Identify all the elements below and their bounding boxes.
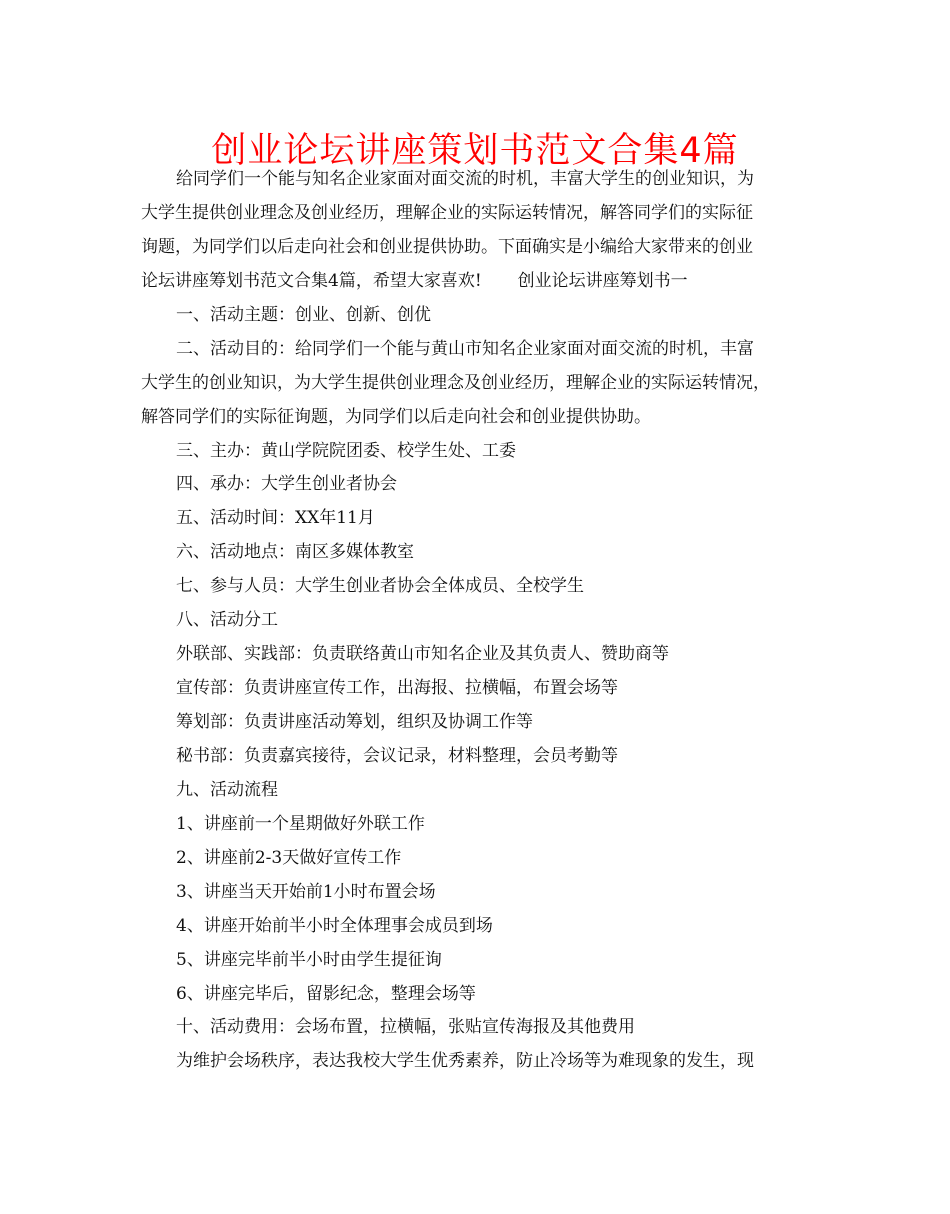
document-body	[141, 163, 821, 1079]
list-item: 外联部、实践部：负责联络黄山市知名企业及其负责人、赞助商等	[176, 644, 669, 665]
document-title: 创业论坛讲座策划书范文合集4篇	[211, 131, 739, 171]
list-item: 4、讲座开始前半小时全体理事会成员到场	[176, 915, 493, 936]
section-heading: 创业论坛讲座筹划书一	[517, 270, 688, 291]
list-item: 八、活动分工	[176, 610, 278, 631]
purpose-line: 二、活动目的：给同学们一个能与黄山市知名企业家面对面交流的时机，丰富	[176, 338, 754, 359]
list-item: 六、活动地点：南区多媒体教室	[176, 542, 414, 563]
list-item: 十、活动费用：会场布置，拉横幅，张贴宣传海报及其他费用	[176, 1017, 635, 1038]
purpose-line: 解答同学们的实际征询题，为同学们以后走向社会和创业提供协助。	[141, 406, 651, 427]
list-item: 6、讲座完毕后，留影纪念，整理会场等	[176, 983, 476, 1004]
list-item: 四、承办：大学生创业者协会	[176, 474, 397, 495]
list-item: 七、参与人员：大学生创业者协会全体成员、全校学生	[176, 576, 584, 597]
list-item: 三、主办：黄山学院院团委、校学生处、工委	[176, 440, 516, 461]
list-item: 1、讲座前一个星期做好外联工作	[176, 813, 425, 834]
list-item: 5、讲座完毕前半小时由学生提征询	[176, 949, 442, 970]
intro-line: 大学生提供创业理念及创业经历，理解企业的实际运转情况，解答同学们的实际征	[141, 202, 753, 223]
list-item: 筹划部：负责讲座活动筹划，组织及协调工作等	[176, 712, 533, 732]
intro-line: 给同学们一个能与知名企业家面对面交流的时机，丰富大学生的创业知识，为	[176, 169, 754, 189]
intro-text: 论坛讲座筹划书范文合集4篇，希望大家喜欢!	[141, 270, 482, 291]
list-item: 秘书部：负责嘉宾接待，会议记录，材料整理，会员考勤等	[176, 745, 618, 766]
list-item: 2、讲座前2-3天做好宣传工作	[176, 847, 402, 868]
theme-line: 一、活动主题：创业、创新、创优	[176, 304, 431, 325]
purpose-line: 大学生的创业知识，为大学生提供创业理念及创业经历，理解企业的实际运转情况，	[141, 372, 770, 393]
list-item: 为维护会场秩序，表达我校大学生优秀素养，防止冷场等为难现象的发生，现	[176, 1051, 754, 1072]
list-item: 宣传部：负责讲座宣传工作，出海报、拉横幅，布置会场等	[176, 678, 618, 699]
list-item: 五、活动时间：XX年11月	[176, 508, 375, 529]
list-item: 九、活动流程	[176, 779, 278, 800]
list-item: 3、讲座当天开始前1小时布置会场	[176, 881, 436, 902]
intro-last-line	[141, 265, 821, 299]
intro-line: 询题，为同学们以后走向社会和创业提供协助。下面确实是小编给大家带来的创业	[141, 236, 753, 257]
